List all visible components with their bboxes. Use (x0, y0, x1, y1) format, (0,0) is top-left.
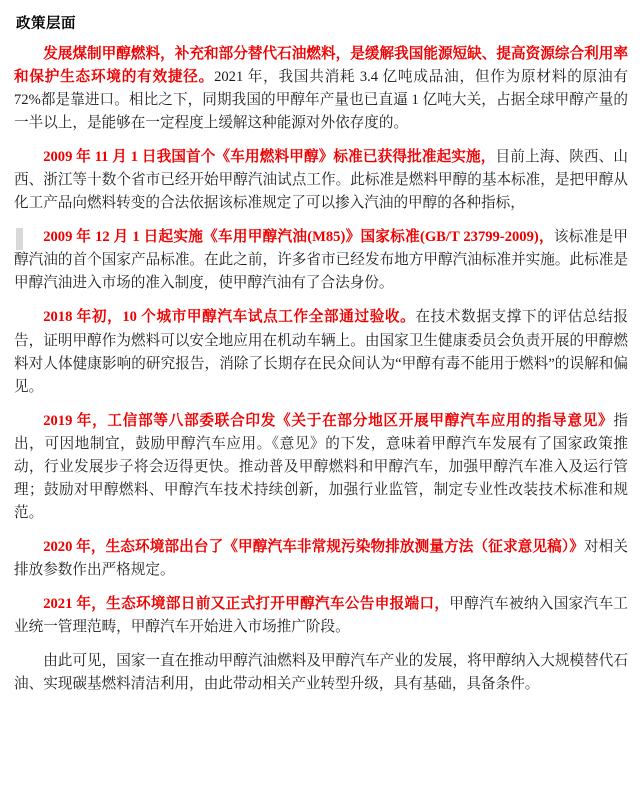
paragraph (14, 410, 628, 525)
paragraph (14, 226, 628, 295)
paragraph (14, 146, 628, 215)
scroll-marker (16, 228, 23, 250)
highlighted-text: 2018 年初，10 个城市甲醇汽车试点工作全部通过验收。 (43, 309, 416, 326)
body-text: 2021 年，我国共消耗 3.4 亿吨成品油，但作为原材料的原油有 72%都是靠进口。相比之下，同期我国的甲醇年产量也已直逼 1 亿吨大关，占据全球甲醇产量的一半以上，是能够在一定程度上缓解这种能源对外依存度的。 (14, 69, 628, 132)
paragraph-list (14, 43, 628, 696)
body-text: 在技术数据支撑下的评估总结报告，证明甲醇作为燃料可以安全地应用在机动车辆上。由国家卫生健康委员会负责开展的甲醇燃料对人体健康影响的研究报告，消除了长期存在民众间认为“甲醇有毒不能用于燃料”的误解和偏见。 (14, 309, 628, 395)
paragraph (14, 536, 628, 582)
body-text: 该标准是甲醇汽油的首个国家产品标准。在此之前，许多省市已经发布地方甲醇汽油标准并实施。此标准是甲醇汽油进入市场的准入制度，使甲醇汽油有了合法身份。 (14, 229, 628, 292)
paragraph (14, 306, 628, 398)
body-text: 甲醇汽车被纳入国家汽车工业统一管理范畴，甲醇汽车开始进入市场推广阶段。 (14, 595, 628, 636)
paragraph (14, 593, 628, 639)
paragraph (14, 650, 628, 696)
highlighted-text: 2019 年，工信部等八部委联合印发《关于在部分地区开展甲醇汽车应用的指导意见》 (43, 412, 614, 429)
highlighted-text: 2009 年 11 月 1 日我国首个《车用燃料甲醇》标准已获得批准起实施， (43, 149, 496, 166)
body-text: 指出，可因地制宜，鼓励甲醇汽车应用。《意见》的下发，意味着甲醇汽车发展有了国家政策推动，行业发展步子将会迈得更快。推动普及甲醇燃料和甲醇汽车，加强甲醇汽车准入及运行管理；鼓励对甲醇燃料、甲醇汽车技术持续创新，加强行业监管，制定专业性改装技术标准和规范。 (14, 412, 628, 521)
page-title: 政策层面 (16, 16, 76, 32)
paragraph (14, 43, 628, 135)
highlighted-text: 2009 年 12 月 1 日起实施《车用甲醇汽油(M85)》国家标准(GB/T 23799-2009)， (43, 229, 554, 246)
body-text: 由此可见，国家一直在推动甲醇汽油燃料及甲醇汽车产业的发展，将甲醇纳入大规模替代石油、实现碳基燃料清洁利用，由此带动相关产业转型升级，具有基础，具备条件。 (14, 653, 628, 693)
body-text: 对相关排放参数作出严格规定。 (14, 538, 628, 578)
highlighted-text: 2020 年，生态环境部出台了《甲醇汽车非常规污染物排放测量方法（征求意见稿）》 (43, 538, 584, 555)
body-text: 目前上海、陕西、山西、浙江等十数个省市已经开始甲醇汽油试点工作。此标准是燃料甲醇的基本标准，是把甲醇从化工产品向燃料转变的合法依据该标准规定了可以掺入汽油的甲醇的各种指标， (14, 149, 628, 212)
highlighted-text: 2021 年，生态环境部日前又正式打开甲醇汽车公告申报端口， (43, 595, 450, 612)
highlighted-text: 发展煤制甲醇燃料，补充和部分替代石油燃料，是缓解我国能源短缺、提高资源综合利用率和保护生态环境的有效捷径。 (14, 46, 628, 86)
